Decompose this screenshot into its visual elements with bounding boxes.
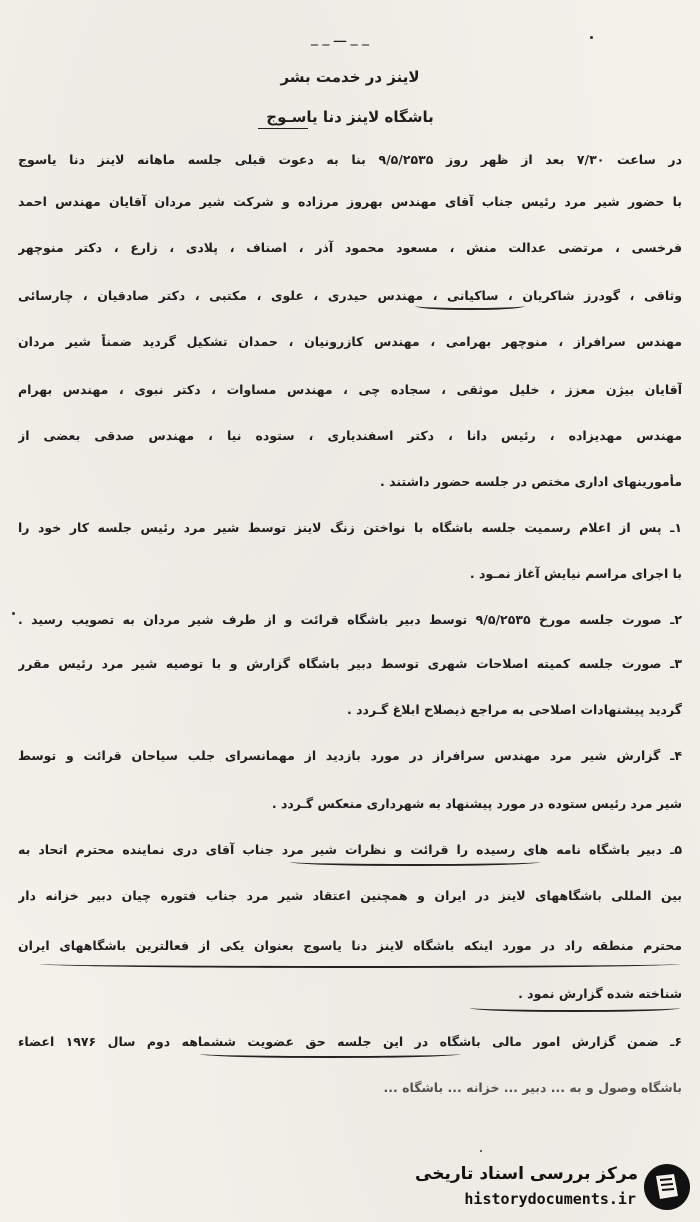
top-dash-mark: _ _ ـــ _ _ bbox=[310, 30, 370, 46]
handwritten-underline-4 bbox=[470, 1004, 680, 1012]
item-5-line-2: بین المللی باشگاههای لاینز در ایران و همچنین اعتقاد شیر مرد جناب فتوره چیان دبیر خزانه دار bbox=[18, 888, 682, 903]
item-3-line-1: ۳ـ صورت جلسه کمیته اصلاحات شهری توسط دبیر باشگاه گزارش و با توصیه شیر مرد رئیس مقرر bbox=[18, 656, 682, 671]
item-5-line-4: شناخته شده گزارش نمود . bbox=[518, 986, 682, 1001]
item-4-line-2: شیر مرد رئیس ستوده در مورد پیشنهاد به شهرداری منعکس گـردد . bbox=[271, 796, 682, 811]
handwritten-underline-3 bbox=[40, 960, 680, 968]
handwritten-underline-5 bbox=[200, 1050, 460, 1058]
watermark-title: مرکز بررسی اسناد تاریخی bbox=[415, 1164, 638, 1184]
item-5-line-1: ۵ـ دبیر باشگاه نامه های رسیده را قرائت و نظرات شیر مرد جناب آقای دری نماینده محترم اتحاد به bbox=[18, 842, 682, 857]
body-line-8: مأمورینهای اداری مختص در جلسه حضور داشتند . bbox=[380, 474, 682, 489]
handwritten-underline-2 bbox=[290, 858, 540, 866]
item-1-line-2: با اجرای مراسم نیایش آغاز نمـود . bbox=[469, 566, 682, 581]
heading-underline bbox=[258, 128, 308, 129]
body-line-1: در ساعت ۷/۳۰ بعد از ظهر روز ۹/۵/۲۵۳۵ بنا به دعوت قبلی جلسه ماهانه لاینز دنا یاسوج bbox=[18, 152, 682, 167]
body-line-3: فرخسی ، مرتضی عدالت منش ، مسعود محمود آذر ، اصناف ، پلادی ، زارع ، دکتر منوچهر bbox=[18, 240, 682, 255]
item-6-line-1: ۶ـ ضمن گزارش امور مالی باشگاه در این جلسه حق عضویت ششماهه دوم سال ۱۹۷۶ اعضاء bbox=[18, 1034, 682, 1049]
body-line-7: مهندس مهدیزاده ، رئیس دانا ، دکتر اسفندیاری ، ستوده نیا ، مهندس صدقی بعضی از bbox=[18, 428, 682, 443]
body-line-2: با حضور شیر مرد رئیس جناب آقای مهندس بهروز مرزاده و شرکت شیر مردان آقایان مهندس احمد bbox=[18, 194, 682, 209]
document-heading-motto: لاینز در خدمت بشر bbox=[280, 68, 420, 86]
item-6-line-2: باشگاه وصول و به ... دبیر ... خزانه ... باشگاه ... bbox=[383, 1080, 682, 1095]
scan-speck bbox=[590, 36, 593, 39]
body-line-5: مهندس سرافراز ، منوچهر بهرامی ، مهندس کازرونیان ، حمدان تشکیل گردید ضمناً شیر مردان bbox=[18, 334, 682, 349]
item-5-line-3: محترم منطقه راد در مورد اینکه باشگاه لاینز دنا یاسوج بعنوان یکی از فعالترین باشگاههای ایران bbox=[18, 938, 682, 953]
body-line-4: وثاقی ، گودرز شاکریان ، ساکیانی ، مهندس حیدری ، علوی ، مکتبی ، دکتر صادقیان ، چارسائی bbox=[18, 288, 682, 303]
item-2-line-1: ۲ـ صورت جلسه مورخ ۹/۵/۲۵۳۵ توسط دبیر باشگاه قرائت و از طرف شیر مردان به تصویب رسید . bbox=[18, 612, 682, 627]
item-4-line-1: ۴ـ گزارش شیر مرد مهندس سرافراز در مورد بازدید از مهمانسرای جلب سیاحان قرائت و توسط bbox=[18, 748, 682, 763]
document-center-logo-icon bbox=[642, 1162, 692, 1212]
document-heading-club: باشگاه لاینز دنا یاسـوج bbox=[266, 108, 434, 126]
handwritten-underline-1 bbox=[415, 302, 525, 310]
watermark-url: historydocuments.ir bbox=[464, 1190, 636, 1208]
item-1-line-1: ۱ـ پس از اعلام رسمیت جلسه باشگاه با نواختن زنگ لاینز توسط شیر مرد رئیس جلسه کار خود را bbox=[18, 520, 682, 535]
item-3-line-2: گردید پیشنهادات اصلاحی به مراجع ذیصلاح ابلاغ گـردد . bbox=[347, 702, 682, 717]
scan-speck bbox=[12, 612, 15, 615]
body-line-6: آقایان بیژن معزز ، خلیل موثقی ، سجاده چی ، مهندس مساوات ، دکتر نبوی ، مهندس بهرام bbox=[18, 382, 682, 397]
archive-watermark bbox=[0, 1152, 700, 1222]
